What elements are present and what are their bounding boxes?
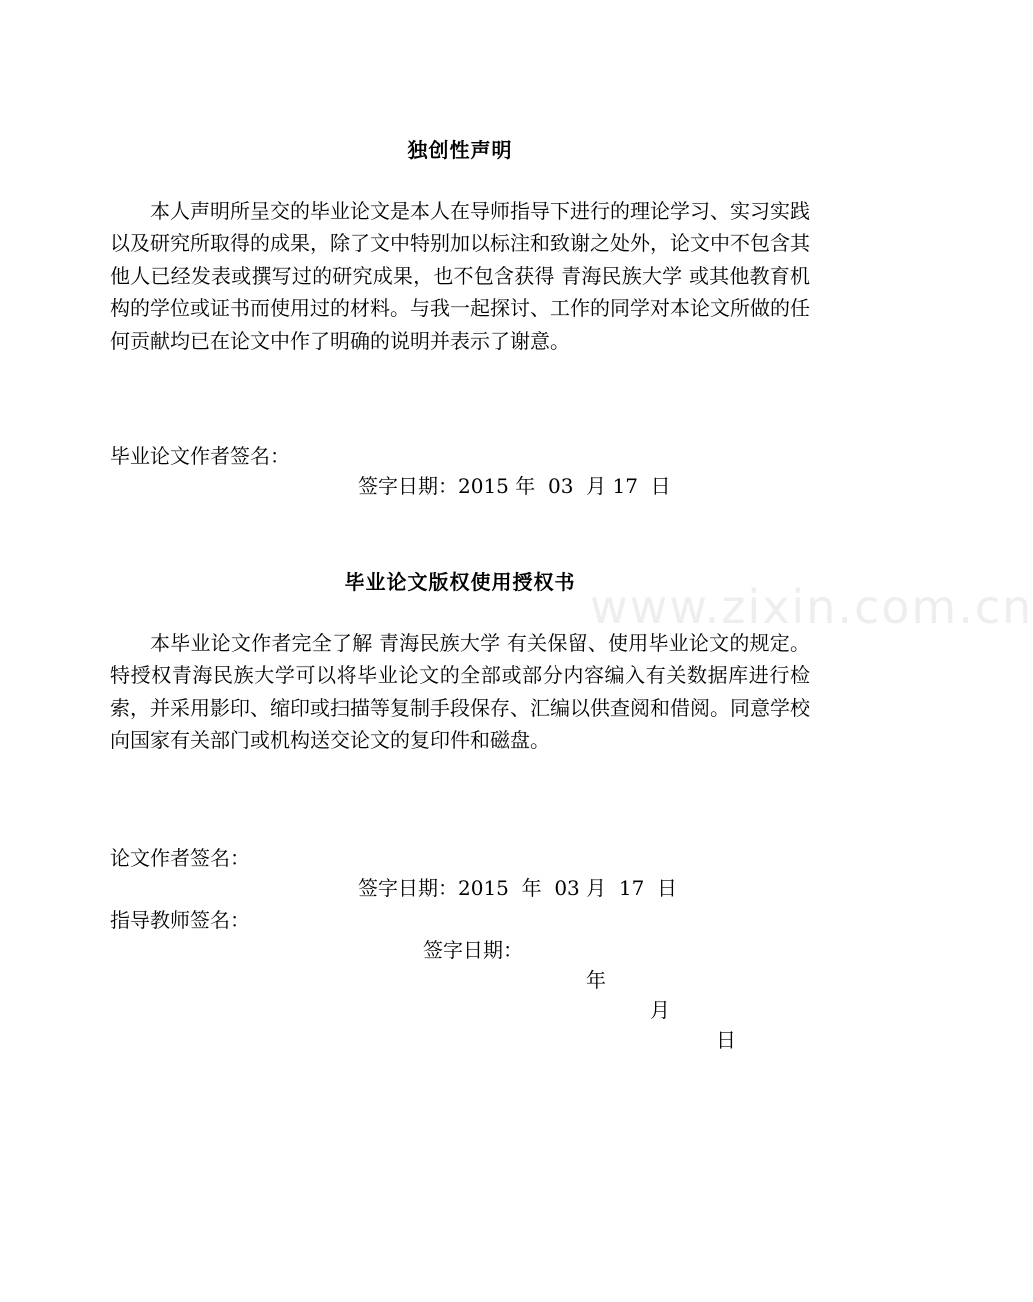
- advisor-signature-label: 指导教师签名：: [110, 908, 250, 932]
- author-signature-label: 论文作者签名：: [110, 846, 250, 870]
- watermark-text: www.zixin.com.cn: [590, 580, 1033, 634]
- author-signature-date: 签字日期：2015 年 03 月 17 日: [358, 876, 678, 900]
- author-signature-line: [110, 813, 678, 900]
- advisor-date-day: 日: [716, 1028, 736, 1052]
- declaration-title: 独创性声明: [407, 138, 513, 162]
- declaration-body: 本人声明所呈交的毕业论文是本人在导师指导下进行的理论学习、实习实践以及研究所取得的成果，除了文中特别加以标注和致谢之处外，论文中不包含其他人已经发表或撰写过的研究成果，也不包含获得 青海民族大学 或其他教育机构的学位或证书而使用过的材料。与我一起探讨、工作的同学对本论文所做的任何贡献均已在论文中作了明确的说明并表示了谢意。: [110, 199, 810, 353]
- advisor-date-month: 月: [650, 998, 670, 1022]
- signature-date: 签字日期：2015 年 03 月 17 日: [358, 474, 671, 498]
- copyright-title: 毕业论文版权使用授权书: [344, 570, 576, 594]
- author-signature-label: 毕业论文作者签名：: [110, 444, 290, 468]
- advisor-date-year: 年: [586, 968, 606, 992]
- declaration-signature-line: [110, 411, 671, 498]
- advisor-date-label: 签字日期：: [423, 938, 523, 962]
- copyright-body: 本毕业论文作者完全了解 青海民族大学 有关保留、使用毕业论文的规定。特授权青海民族大学可以将毕业论文的全部或部分内容编入有关数据库进行检索，并采用影印、缩印或扫描等复制手段保存、汇编以供查阅和借阅。同意学校向国家有关部门或机构送交论文的复印件和磁盘。: [110, 631, 810, 753]
